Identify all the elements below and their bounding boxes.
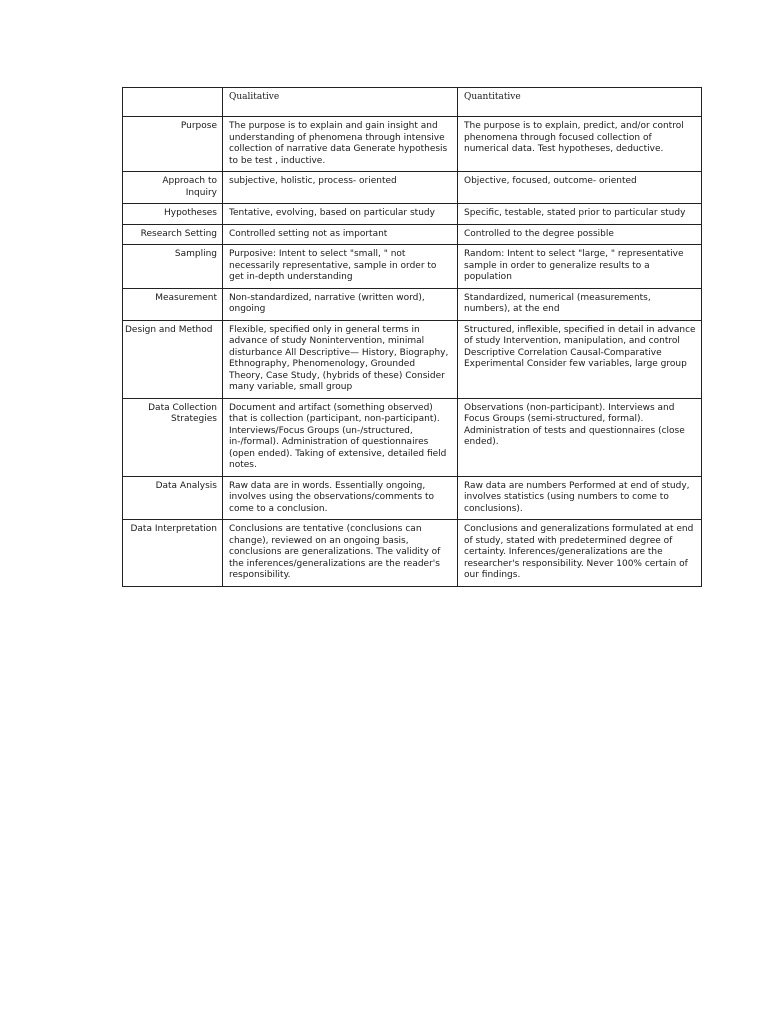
- row-label: Data Analysis: [123, 476, 223, 520]
- row-label: Purpose: [123, 117, 223, 172]
- qualitative-cell: Conclusions are tentative (conclusions can change), reviewed on an ongoing basis, conclusions are generalizations. The validity of the inferences/generalizations are the reader's responsibility.: [223, 520, 458, 587]
- row-label: Data Interpretation: [123, 520, 223, 587]
- row-label: Research Setting: [123, 224, 223, 245]
- row-label: Sampling: [123, 245, 223, 289]
- qualitative-cell: subjective, holistic, process- oriented: [223, 172, 458, 204]
- table-row-hypotheses: [123, 204, 702, 225]
- table-row-approach: [123, 172, 702, 204]
- row-label: Approach to Inquiry: [123, 172, 223, 204]
- header-quantitative: Quantitative: [458, 88, 702, 117]
- table-row-data-collection: [123, 398, 702, 476]
- row-label: Design and Method: [123, 320, 223, 398]
- qualitative-cell: Non-standardized, narrative (written word), ongoing: [223, 288, 458, 320]
- table-row-data-interpretation: [123, 520, 702, 587]
- table-row-research-setting: [123, 224, 702, 245]
- table-header-row: [123, 88, 702, 117]
- table-row-data-analysis: [123, 476, 702, 520]
- quantitative-cell: The purpose is to explain, predict, and/or control phenomena through focused collection of numerical data. Test hypotheses, deductive.: [458, 117, 702, 172]
- quantitative-cell: Objective, focused, outcome- oriented: [458, 172, 702, 204]
- table-row-measurement: [123, 288, 702, 320]
- quantitative-cell: Observations (non-participant). Interviews and Focus Groups (semi-structured, formal). Administration of tests and questionnaires (close ended).: [458, 398, 702, 476]
- qualitative-cell: Purposive: Intent to select "small, " not necessarily representative, sample in order to get in-depth understanding: [223, 245, 458, 289]
- row-label: Hypotheses: [123, 204, 223, 225]
- qualitative-cell: Tentative, evolving, based on particular study: [223, 204, 458, 225]
- quantitative-cell: Standardized, numerical (measurements, numbers), at the end: [458, 288, 702, 320]
- qualitative-cell: The purpose is to explain and gain insight and understanding of phenomena through intensive collection of narrative data Generate hypothesis to be test , inductive.: [223, 117, 458, 172]
- header-corner-cell: [123, 88, 223, 117]
- qualitative-cell: Raw data are in words. Essentially ongoing, involves using the observations/comments to come to a conclusion.: [223, 476, 458, 520]
- qualitative-cell: Flexible, specified only in general terms in advance of study Nonintervention, minimal disturbance All Descriptive— History, Biography, Ethnography, Phenomenology, Grounded Theory, Case Study, (hybrids of these) Consider many variable, small group: [223, 320, 458, 398]
- quantitative-cell: Conclusions and generalizations formulated at end of study, stated with predetermined degree of certainty. Inferences/generalizations are the researcher's responsibility. Never 100% certain of our findings.: [458, 520, 702, 587]
- header-qualitative: Qualitative: [223, 88, 458, 117]
- table-row-sampling: [123, 245, 702, 289]
- row-label: Data Collection Strategies: [123, 398, 223, 476]
- quantitative-cell: Random: Intent to select "large, " representative sample in order to generalize results to a population: [458, 245, 702, 289]
- qualitative-cell: Document and artifact (something observed) that is collection (participant, non-participant). Interviews/Focus Groups (un-/structured, in-/formal). Administration of questionnaires (open ended). Taking of extensive, detailed field notes.: [223, 398, 458, 476]
- quantitative-cell: Specific, testable, stated prior to particular study: [458, 204, 702, 225]
- quantitative-cell: Controlled to the degree possible: [458, 224, 702, 245]
- comparison-table: [122, 87, 702, 587]
- qualitative-cell: Controlled setting not as important: [223, 224, 458, 245]
- row-label: Measurement: [123, 288, 223, 320]
- table-row-purpose: [123, 117, 702, 172]
- quantitative-cell: Structured, inflexible, specified in detail in advance of study Intervention, manipulation, and control Descriptive Correlation Causal-Comparative Experimental Consider few variables, large group: [458, 320, 702, 398]
- table-row-design-method: [123, 320, 702, 398]
- quantitative-cell: Raw data are numbers Performed at end of study, involves statistics (using numbers to come to conclusions).: [458, 476, 702, 520]
